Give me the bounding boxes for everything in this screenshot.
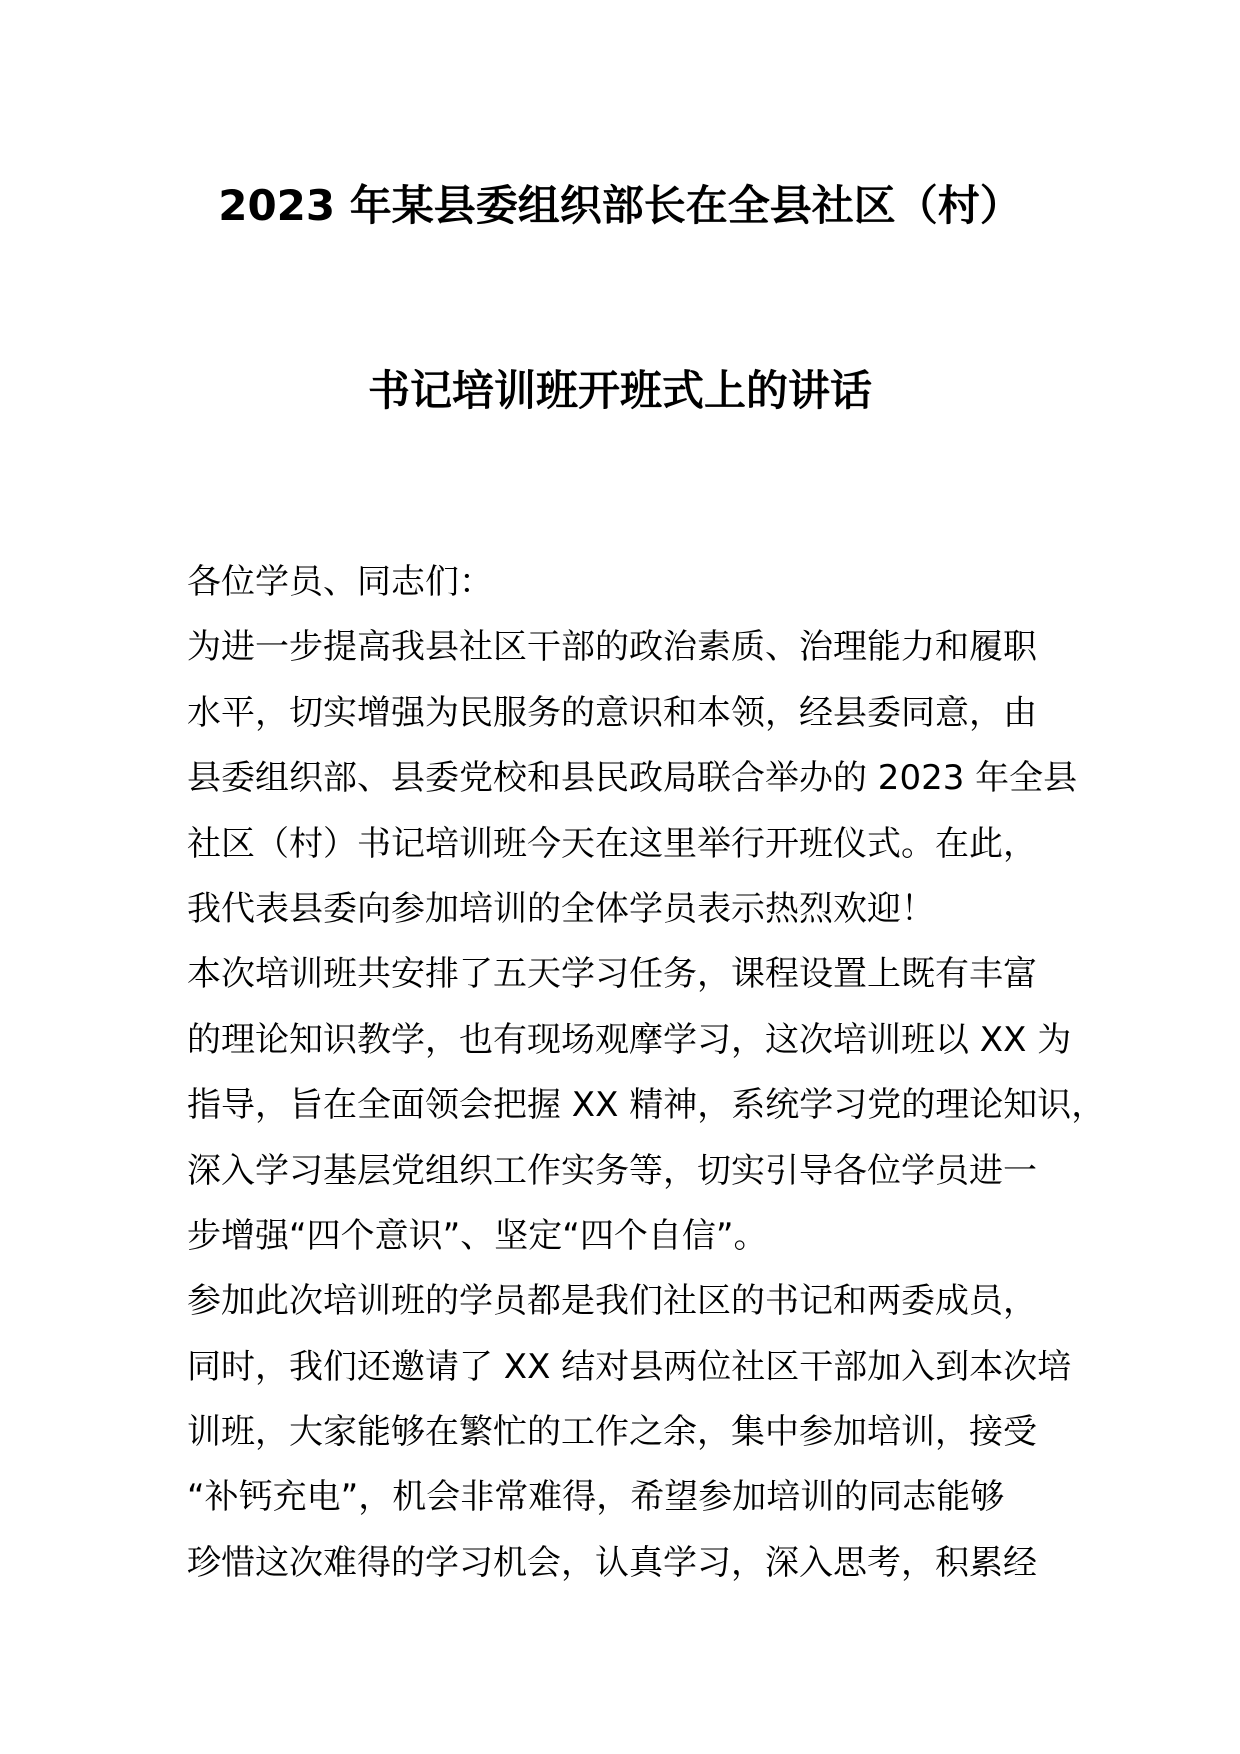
body-line: 的理论知识教学，也有现场观摩学习，这次培训班以 XX 为 <box>187 1019 1072 1060</box>
body-line: 社区（村）书记培训班今天在这里举行开班仪式。在此， <box>187 823 1037 864</box>
body-line: 深入学习基层党组织工作实务等，切实引导各位学员进一 <box>187 1150 1037 1191</box>
body-line: “补钙充电”，机会非常难得，希望参加培训的同志能够 <box>187 1477 1005 1518</box>
body-line: 指导，旨在全面领会把握 XX 精神，系统学习党的理论知识， <box>187 1085 1106 1126</box>
document-title-line-1: 2023 年某县委组织部长在全县社区（村） <box>218 181 1022 230</box>
body-line: 训班，大家能够在繁忙的工作之余，集中参加培训，接受 <box>187 1412 1037 1453</box>
body-line: 珍惜这次难得的学习机会，认真学习，深入思考，积累经 <box>187 1542 1037 1583</box>
body-line: 参加此次培训班的学员都是我们社区的书记和两委成员， <box>187 1281 1037 1322</box>
document-title-line-2: 书记培训班开班式上的讲话 <box>367 366 872 415</box>
body-line: 水平，切实增强为民服务的意识和本领，经县委同意，由 <box>187 692 1037 733</box>
body-line: 同时，我们还邀请了 XX 结对县两位社区干部加入到本次培 <box>187 1346 1072 1387</box>
salutation: 各位学员、同志们： <box>187 562 493 602</box>
body-line: 县委组织部、县委党校和县民政局联合举办的 2023 年全县 <box>187 758 1078 799</box>
body-line: 我代表县委向参加培训的全体学员表示热烈欢迎！ <box>187 888 935 929</box>
body-line: 步增强“四个意识”、坚定“四个自信”。 <box>187 1215 768 1256</box>
body-line: 本次培训班共安排了五天学习任务，课程设置上既有丰富 <box>187 954 1037 995</box>
document-body <box>187 550 1106 1596</box>
body-line: 为进一步提高我县社区干部的政治素质、治理能力和履职 <box>187 627 1037 668</box>
